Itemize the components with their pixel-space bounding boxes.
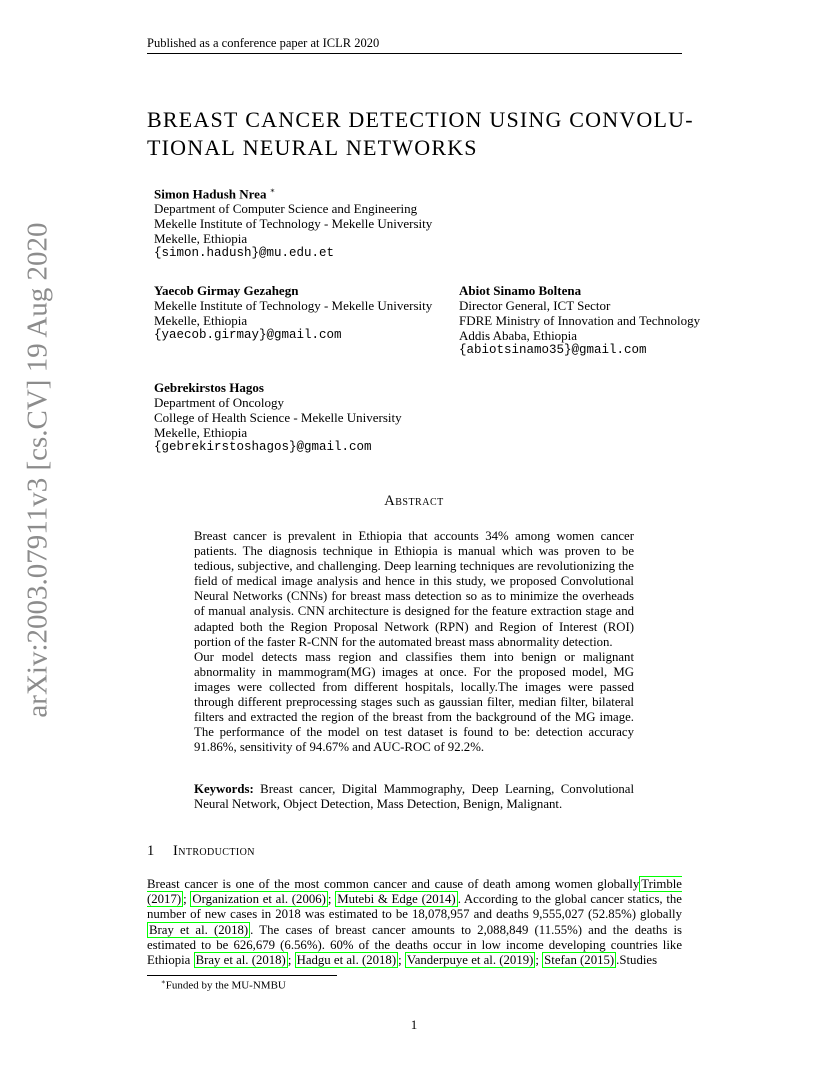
author-block-2 (154, 283, 432, 343)
arxiv-sidebar (14, 222, 62, 718)
author-block-1 (154, 183, 432, 261)
author-email: {yaecob.girmay}@gmail.com (154, 328, 342, 342)
affiliation-line: Department of Oncology (154, 395, 284, 410)
abstract-heading: Abstract (384, 493, 444, 509)
citation-link[interactable]: Vanderpuye et al. (2019) (406, 953, 534, 968)
author-block-4 (154, 380, 402, 455)
paper-title (147, 106, 707, 162)
footnote (161, 978, 286, 992)
keywords-label: Keywords: (194, 782, 254, 796)
affiliation-line: Addis Ababa, Ethiopia (459, 328, 578, 343)
section-title: Introduction (173, 843, 255, 859)
author-name: Yaecob Girmay Gezahegn (154, 283, 299, 298)
affiliation-line: Mekelle, Ethiopia (154, 425, 248, 440)
arxiv-id-label: arXiv:2003.07911v3 [cs.CV] 19 Aug 2020 (21, 222, 54, 718)
title-word: BREAST (147, 107, 239, 132)
affiliation-line: Mekelle, Ethiopia (154, 231, 248, 247)
title-word: NEURAL (242, 135, 340, 160)
title-word: DETECTION (348, 107, 483, 132)
author-name: Gebrekirstos Hagos (154, 380, 264, 395)
intro-paragraph: Breast cancer is one of the most common cancer and cause of death among women globally Trimble (2017) ; Organization et al. (2006) ; Mutebi & Edge (2014) . According to the global cancer statics, the number of new cases in 2018 was estimated to be 18,078,957 and deaths 9,555,027 (52.85%) globally Bray et al. (2018) . The cases of breast cancer amounts to 2,088,849 (11.55%) and the deaths is estimated to be 626,679 (6.56%). 60% of the deaths occur in low income developing countries like Ethiopia Bray et al. (2018) ; Hadgu et al. (2018) ; Vanderpuye et al. (2019) ; Stefan (2015) .Studies (147, 877, 682, 968)
section-number: 1 (147, 843, 155, 859)
title-word: CONVOLU- (569, 107, 694, 132)
author-block-3 (459, 283, 700, 358)
abstract-paragraph: Our model detects mass region and classifies them into benign or malignant abnormality in mammogram(MG) images at once. For the proposed model, MG images were collected from different hospitals, locally.The images were passed through different preprocessing stages such as gaussian filter, median filter, bilateral filters and extracted the region of the breast from the background of the MG image. The performance of the model on test dataset is found to be: detection accuracy 91.86%, sensitivity of 94.67% and AUC-ROC of 92.2%. (194, 649, 634, 755)
footnote-marker: ∗ (269, 186, 276, 195)
title-word: TIONAL (147, 135, 237, 160)
author-email: {simon.hadush}@mu.edu.et (154, 246, 335, 261)
author-name: Abiot Sinamo Boltena (459, 283, 582, 298)
abstract-body (194, 529, 634, 755)
keywords (194, 782, 634, 812)
affiliation-line: Mekelle Institute of Technology - Mekelle University (154, 216, 433, 232)
citation-link[interactable]: Mutebi & Edge (2014) (337, 892, 456, 907)
running-header: Published as a conference paper at ICLR 2020 (147, 36, 380, 50)
citation-link[interactable]: Stefan (2015) (544, 953, 615, 968)
title-word: NETWORKS (345, 135, 478, 160)
title-word: CANCER (245, 107, 342, 132)
section-heading (147, 843, 255, 860)
page-number: 1 (410, 1017, 418, 1032)
header-rule (147, 53, 682, 54)
affiliation-line: Mekelle, Ethiopia (154, 313, 248, 328)
citation-link[interactable]: Organization et al. (2006) (192, 892, 326, 907)
author-email: {abiotsinamo35}@gmail.com (459, 343, 647, 357)
abstract-paragraph: Breast cancer is prevalent in Ethiopia that accounts 34% among women cancer patients. The diagnosis technique in Ethiopia is manual which was proven to be tedious, subjective, and challenging. Deep learning techniques are revolutionizing the field of medical image analysis and hence in this study, we proposed Convolutional Neural Networks (CNNs) for breast mass detection so as to minimize the overheads of manual analysis. CNN architecture is designed for the feature extraction stage and adapted both the Region Proposal Network (RPN) and Region of Interest (ROI) portion of the faster R-CNN for the automated breast mass abnormality detection. (194, 529, 634, 649)
affiliation-line: FDRE Ministry of Innovation and Technology (459, 313, 701, 328)
citation-link[interactable]: Trimble (2017) (147, 877, 682, 907)
affiliation-line: Mekelle Institute of Technology - Mekelle University (154, 298, 433, 313)
affiliation-line: Department of Computer Science and Engineering (154, 201, 418, 217)
footnote-mark: ∗ (161, 978, 166, 986)
affiliation-line: College of Health Science - Mekelle University (154, 410, 402, 425)
author-name: Simon Hadush Nrea (154, 186, 267, 202)
title-word: USING (489, 107, 563, 132)
footnote-rule (147, 975, 337, 976)
author-email: {gebrekirstoshagos}@gmail.com (154, 440, 372, 454)
citation-link[interactable]: Hadgu et al. (2018) (296, 953, 397, 968)
citation-link[interactable]: Bray et al. (2018) (149, 922, 249, 937)
keywords-text: Breast cancer, Digital Mammography, Deep Learning, Convolutional Neural Network, Object Detection, Mass Detection, Benign, Malignant. (194, 782, 634, 812)
affiliation-line: Director General, ICT Sector (459, 298, 611, 313)
footnote-text: Funded by the MU-NMBU (165, 979, 286, 992)
citation-link[interactable]: Bray et al. (2018) (195, 953, 286, 968)
